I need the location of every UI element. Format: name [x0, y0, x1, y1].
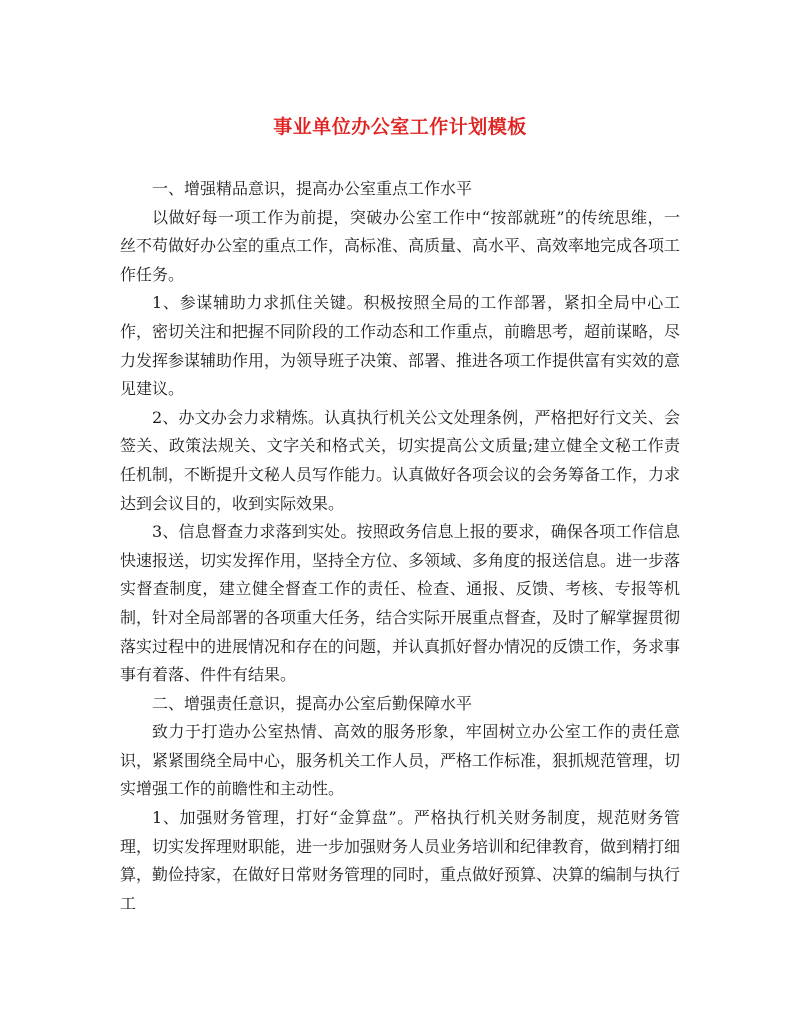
document-body	[120, 175, 680, 918]
body-paragraph: 以做好每一项工作为前提，突破办公室工作中“按部就班”的传统思维，一丝不苟做好办公室的重点工作，高标准、高质量、高水平、高效率地完成各项工作任务。	[120, 207, 681, 284]
document-title: 事业单位办公室工作计划模板	[273, 116, 527, 138]
body-paragraph: 2、办文办会力求精炼。认真执行机关公文处理条例，严格把好行文关、会签关、政策法规关、文字关和格式关，切实提高公文质量;建立健全文秘工作责任机制，不断提升文秘人员写作能力。认真做好各项会议的会务筹备工作，力求达到会议目的，收到实际效果。	[120, 407, 681, 513]
body-paragraph: 3、信息督查力求落到实处。按照政务信息上报的要求，确保各项工作信息快速报送，切实发挥作用，坚持全方位、多领域、多角度的报送信息。进一步落实督查制度，建立健全督查工作的责任、检查、通报、反馈、考核、专报等机制，针对全局部署的各项重大任务，结合实际开展重点督查，及时了解掌握贯彻落实过程中的进展情况和存在的问题，并认真抓好督办情况的反馈工作，务求事事有着落、件件有结果。	[120, 522, 681, 685]
body-paragraph: 致力于打造办公室热情、高效的服务形象，牢固树立办公室工作的责任意识，紧紧围绕全局中心，服务机关工作人员，严格工作标准，狠抓规范管理，切实增强工作的前瞻性和主动性。	[120, 722, 681, 799]
body-paragraph: 1、加强财务管理，打好“金算盘”。严格执行机关财务制度，规范财务管理，切实发挥理财职能，进一步加强财务人员业务培训和纪律教育，做到精打细算，勤俭持家，在做好日常财务管理的同时，重点做好预算、决算的编制与执行工	[120, 808, 681, 913]
section-heading: 一、增强精品意识，提高办公室重点工作水平	[152, 179, 473, 198]
body-paragraph: 1、参谋辅助力求抓住关键。积极按照全局的工作部署，紧扣全局中心工作，密切关注和把握不同阶段的工作动态和工作重点，前瞻思考，超前谋略，尽力发挥参谋辅助作用，为领导班子决策、部署、推进各项工作提供富有实效的意见建议。	[120, 293, 681, 399]
section-heading: 二、增强责任意识，提高办公室后勤保障水平	[152, 693, 473, 713]
